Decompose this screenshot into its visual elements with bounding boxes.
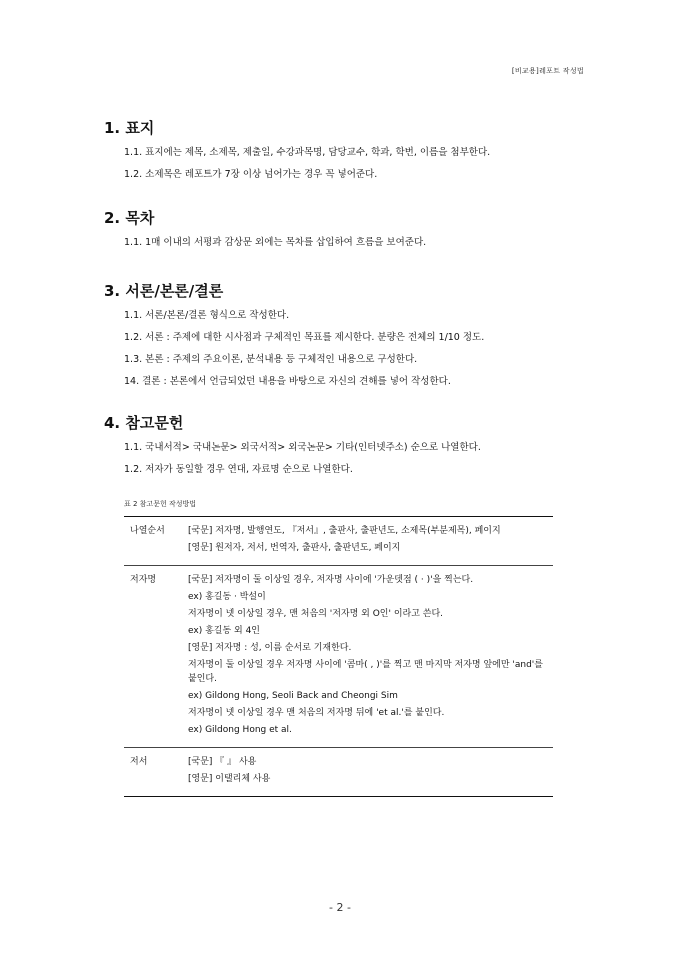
table-row xyxy=(124,748,553,797)
row-line: [국문] 저자명, 발행연도, 『저서』, 출판사, 출판년도, 소제목(부분제목), 페이지 xyxy=(188,526,501,536)
list-item: 1.3. 본론 : 주제의 주요이론, 분석내용 등 구체적인 내용으로 구성한다. xyxy=(124,354,418,365)
row-line: ex) Gildong Hong, Seoli Back and Cheongi Sim xyxy=(188,691,398,701)
row-line: ex) Gildong Hong et al. xyxy=(188,725,292,735)
list-item: 1.1. 1매 이내의 서평과 감상문 외에는 목차를 삽입하여 흐름을 보여준다. xyxy=(124,237,427,248)
page-number: - 2 - xyxy=(329,901,351,914)
list-item: 1.1. 국내서적> 국내논문> 외국서적> 외국논문> 기타(인터넷주소) 순으로 나열한다. xyxy=(124,442,481,453)
section-title: 1. 표지 xyxy=(104,119,155,137)
row-value xyxy=(182,748,553,797)
list-item: 14. 결론 : 본론에서 언급되었던 내용을 바탕으로 자신의 견해를 넣어 작성한다. xyxy=(124,376,451,387)
section-title: 4. 참고문헌 xyxy=(104,414,184,432)
row-line: [국문] 저자명이 둘 이상일 경우, 저자명 사이에 '가운뎃점 ( · )'을 찍는다. xyxy=(188,575,474,585)
list-item: 1.1. 표지에는 제목, 소제목, 제출일, 수강과목명, 담당교수, 학과, 학번, 이름을 첨부한다. xyxy=(124,147,491,158)
row-line: [영문] 원저자, 저서, 번역자, 출판사, 출판년도, 페이지 xyxy=(188,543,401,553)
section-body xyxy=(104,282,604,397)
table-caption: 표 2 참고문헌 작성방법 xyxy=(124,500,196,508)
row-key: 저서 xyxy=(130,757,148,767)
row-line: [영문] 저자명 : 성, 이름 순서로 기재한다. xyxy=(188,643,352,653)
row-value xyxy=(182,517,553,566)
section-title: 3. 서론/본론/결론 xyxy=(104,282,224,300)
row-key: 나열순서 xyxy=(130,526,165,536)
row-line: [국문] 『 』 사용 xyxy=(188,757,257,767)
section-references xyxy=(104,414,604,485)
section-cover xyxy=(104,119,604,190)
row-value xyxy=(182,566,553,748)
row-line: 저자명이 넷 이상일 경우, 맨 처음의 '저자명 외 O인' 이라고 쓴다. xyxy=(188,609,444,619)
row-key: 저자명 xyxy=(130,575,157,585)
reference-table xyxy=(124,516,553,797)
page-header: [비교용]레포트 작성법 xyxy=(511,67,584,75)
list-item: 1.2. 저자가 동일할 경우 연대, 자료명 순으로 나열한다. xyxy=(124,464,353,475)
row-line: [영문] 이탤리체 사용 xyxy=(188,774,271,784)
table-row xyxy=(124,517,553,566)
list-item: 1.2. 서론 : 주제에 대한 시사점과 구체적인 목표를 제시한다. 분량은 전체의 1/10 정도. xyxy=(124,332,485,343)
row-line: 저자명이 둘 이상일 경우 저자명 사이에 '콤마( , )'를 찍고 맨 마지막 저자명 앞에만 'and'를 붙인다. xyxy=(188,660,543,684)
list-item: 1.2. 소제목은 레포트가 7장 이상 넘어가는 경우 꼭 넣어준다. xyxy=(124,169,378,180)
row-line: ex) 홍길동 외 4인 xyxy=(188,626,260,636)
list-item: 1.1. 서론/본론/결론 형식으로 작성한다. xyxy=(124,310,290,321)
table-row xyxy=(124,566,553,748)
row-line: 저자명이 넷 이상일 경우 맨 처음의 저자명 뒤에 'et al.'를 붙인다. xyxy=(188,708,445,718)
section-title: 2. 목차 xyxy=(104,209,155,227)
section-toc xyxy=(104,209,604,258)
row-line: ex) 홍길동 · 박설이 xyxy=(188,592,266,602)
